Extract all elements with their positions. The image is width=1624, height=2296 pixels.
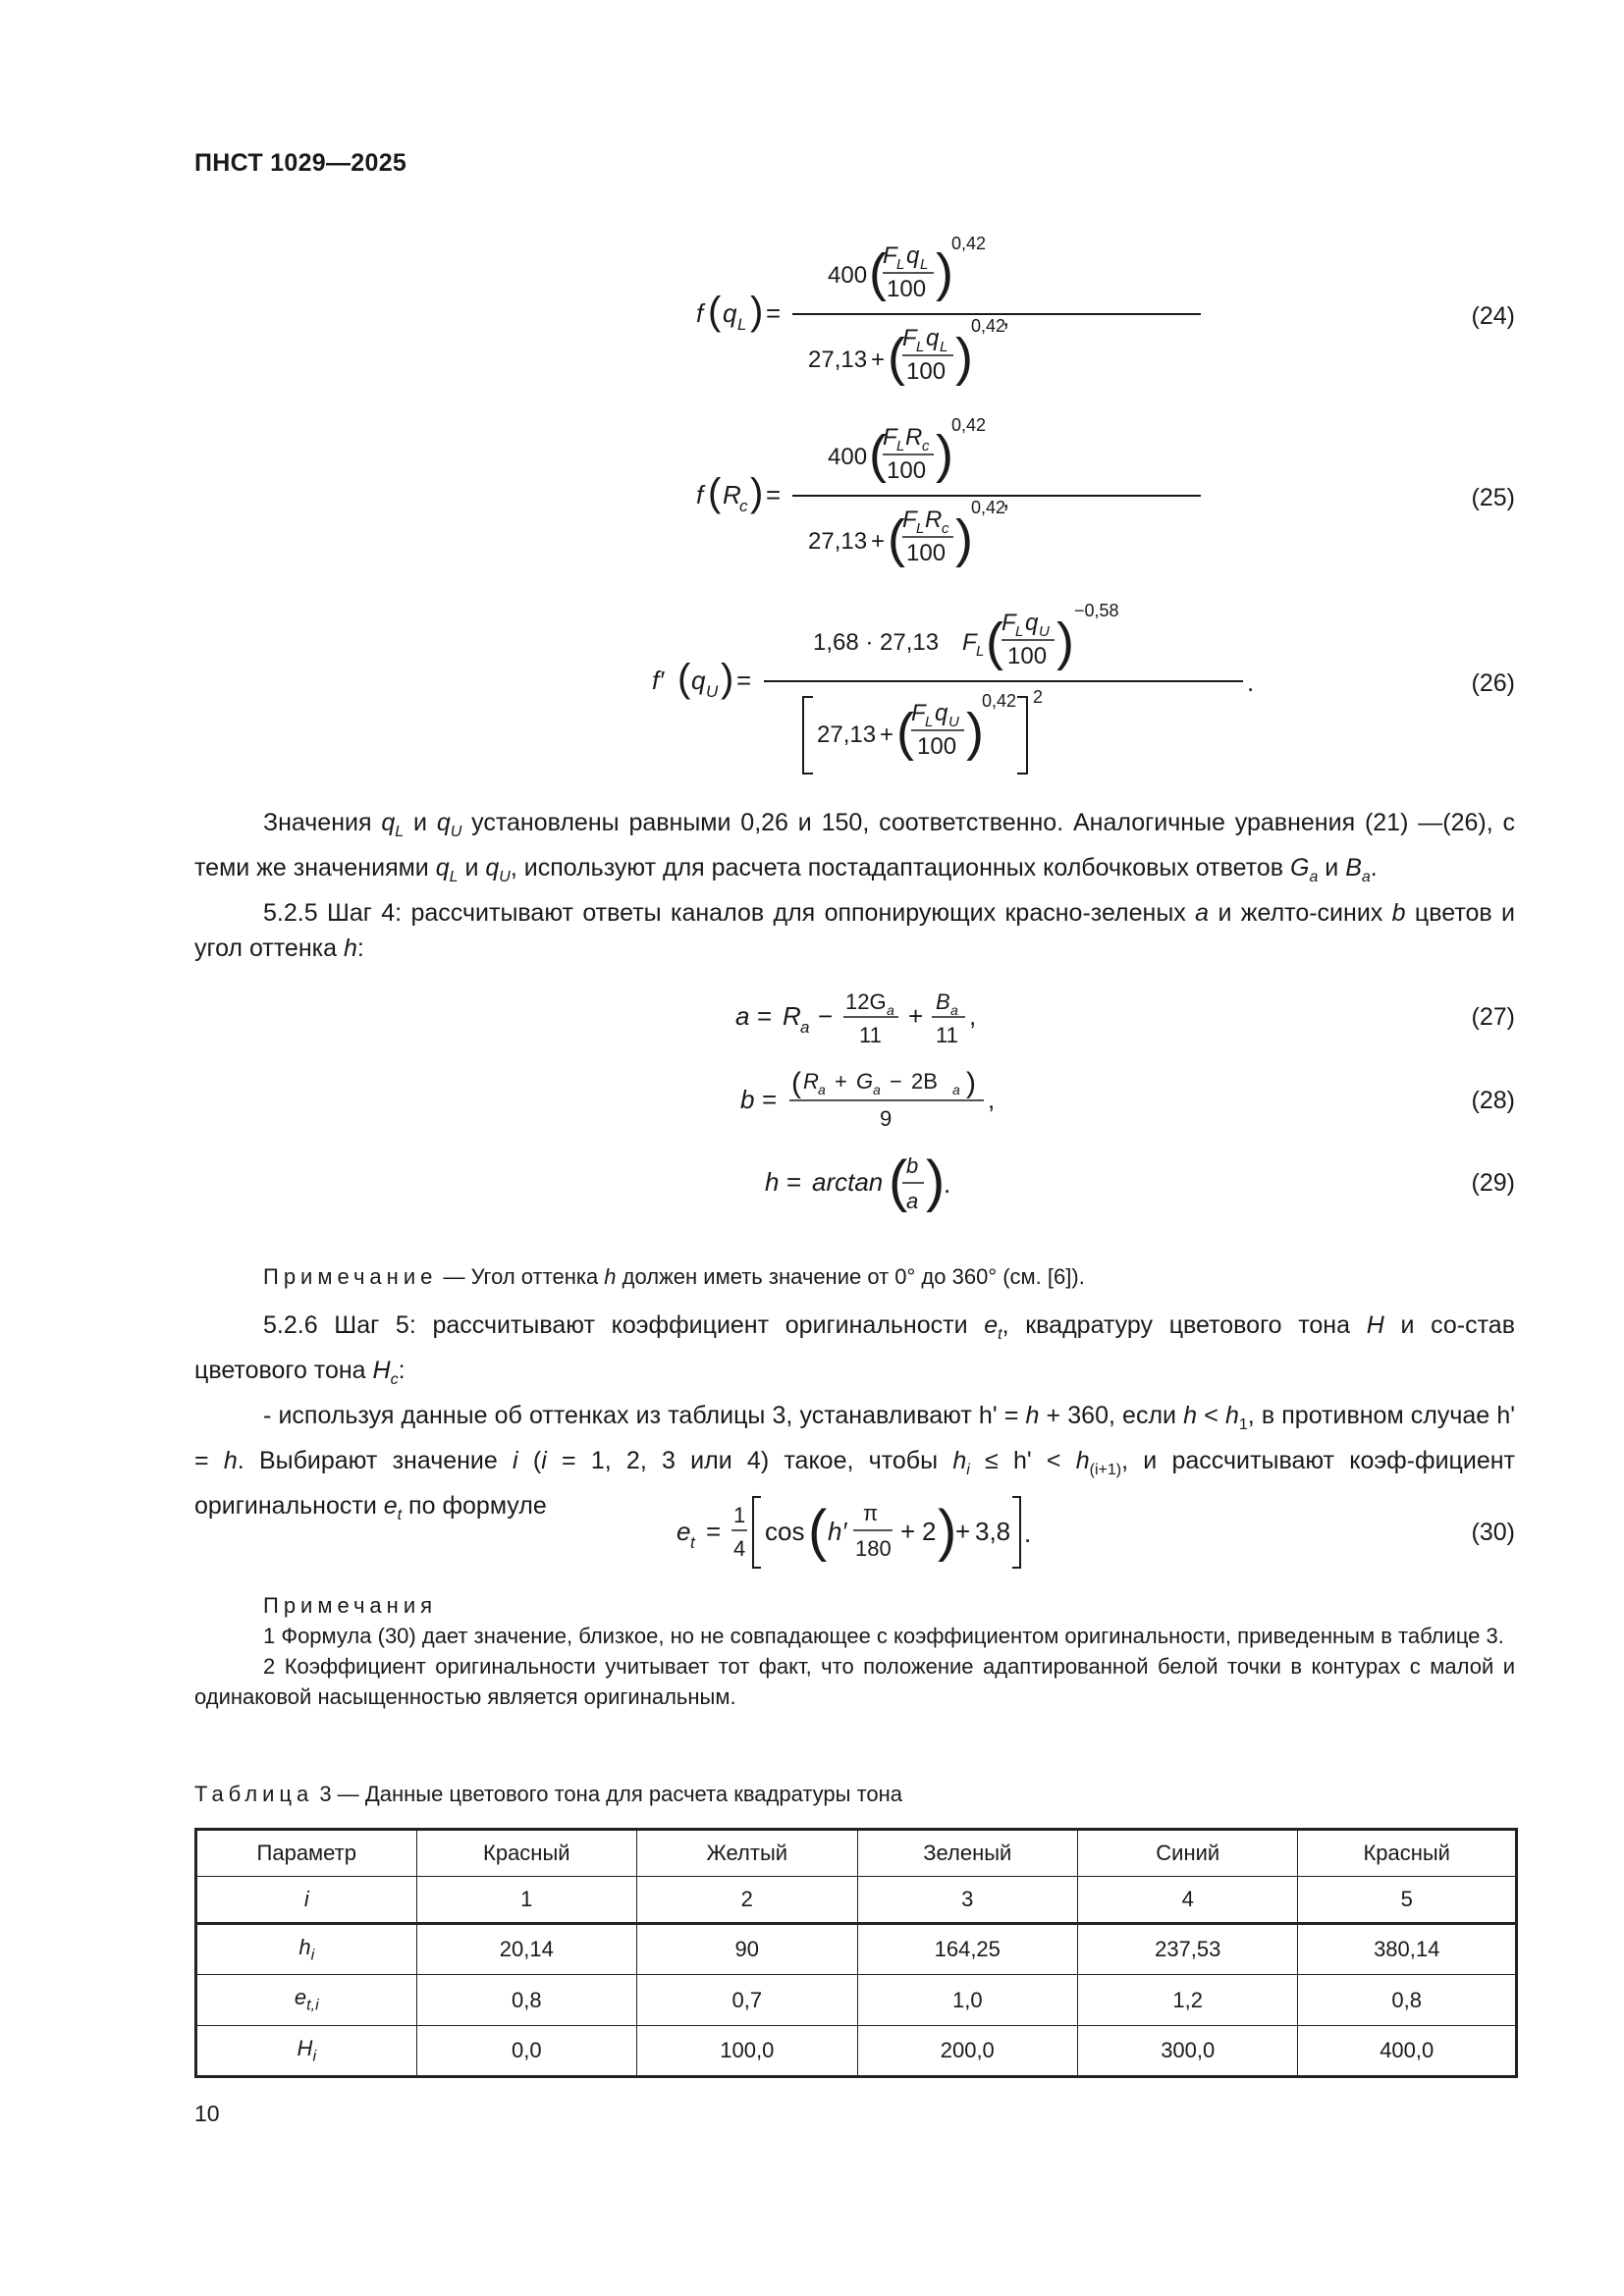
table-cell: $h_i$	[196, 1924, 417, 1975]
svg-text:U: U	[706, 682, 719, 701]
equation-28	[194, 1065, 1515, 1144]
svg-text:q: q	[1025, 610, 1039, 636]
svg-text:q: q	[906, 242, 920, 269]
svg-text:a: a	[906, 1189, 919, 1213]
svg-text:h′: h′	[828, 1517, 847, 1546]
svg-text:q: q	[723, 298, 737, 328]
svg-text:f: f	[696, 480, 704, 509]
svg-text:2: 2	[922, 1517, 937, 1546]
table-caption: Таблица 3 — Данные цветового тона для расчета квадратуры тона	[194, 1782, 903, 1806]
svg-text:100: 100	[906, 540, 947, 566]
svg-text:+: +	[955, 1517, 971, 1546]
svg-text:27,13: 27,13	[808, 347, 868, 373]
formula-24	[690, 236, 1240, 393]
table-header-cell: Желтый	[637, 1830, 857, 1877]
table-cell: 164,25	[857, 1924, 1078, 1975]
svg-text:c: c	[922, 438, 930, 454]
equation-25	[194, 417, 1515, 574]
svg-text:0,42: 0,42	[971, 498, 1006, 517]
svg-text:(: (	[708, 471, 722, 514]
svg-text:F: F	[1001, 610, 1016, 636]
svg-text:(: (	[808, 1499, 828, 1563]
equation-number: (28)	[1471, 1087, 1515, 1114]
svg-text:F: F	[902, 325, 917, 351]
svg-text:U: U	[948, 714, 959, 730]
svg-text:L: L	[737, 315, 747, 334]
hue-data-table	[194, 1828, 1518, 2078]
table-cell: $H_i$	[196, 2026, 417, 2077]
equation-number: (29)	[1471, 1169, 1515, 1197]
svg-text:c: c	[739, 497, 748, 515]
svg-text:9: 9	[880, 1106, 893, 1131]
svg-text:=: =	[757, 1001, 773, 1031]
svg-text:(: (	[888, 509, 905, 568]
svg-text:R: R	[723, 480, 741, 509]
svg-text:q: q	[691, 666, 706, 695]
table-cell: 3	[857, 1877, 1078, 1924]
svg-text:11: 11	[936, 1023, 958, 1047]
svg-text:,: ,	[1002, 302, 1010, 332]
svg-text:2: 2	[1033, 687, 1044, 707]
table-header-cell: Красный	[416, 1830, 637, 1877]
table-cell: 0,8	[416, 1975, 637, 2026]
paragraph-step5: 5.2.6 Шаг 5: рассчитывают коэффициент оригинальности $e_t$, квадратуру цветового тона H и со-став цветового тона $H_c$: - используя данные об оттенках из таблицы 3, устанавливают h' = h + 360, если $h < h_1$, в противном случае h' = h. Выбирают значение i (i = 1, 2, 3 или 4) такое, чтобы $h_i \le h' < h_{(i+1)}$, и рассчитывают коэф-фициент оригинальности $e_t$ по формуле	[194, 1311, 1516, 1523]
svg-text:π: π	[863, 1501, 879, 1525]
svg-text:,: ,	[969, 1001, 977, 1031]
table-cell: 5	[1298, 1877, 1517, 1924]
svg-text:q: q	[935, 700, 948, 726]
svg-text:R: R	[905, 424, 923, 451]
svg-text:L: L	[920, 256, 929, 273]
document-id: ПНСТ 1029—2025	[194, 149, 407, 177]
svg-text:400: 400	[828, 444, 868, 470]
svg-text:1: 1	[733, 1503, 746, 1527]
formula-29	[759, 1144, 1054, 1222]
table-row	[196, 2026, 1517, 2077]
svg-text:c: c	[942, 520, 949, 537]
svg-text:180: 180	[855, 1536, 892, 1561]
svg-text:L: L	[896, 438, 905, 454]
svg-text:−: −	[818, 1001, 834, 1031]
svg-text:R: R	[803, 1069, 819, 1094]
table-cell: 100,0	[637, 2026, 857, 2077]
table-header-cell: Параметр	[196, 1830, 417, 1877]
formula-30	[671, 1487, 1260, 1575]
svg-text:): )	[955, 328, 973, 387]
svg-text:100: 100	[887, 457, 927, 484]
svg-text:): )	[721, 657, 734, 700]
svg-text:+: +	[908, 1001, 924, 1031]
svg-text:L: L	[925, 714, 934, 730]
equation-27	[194, 982, 1515, 1050]
formula-28	[734, 1065, 1147, 1144]
equation-29	[194, 1144, 1515, 1222]
svg-text:F: F	[902, 507, 917, 533]
svg-text:.: .	[1247, 667, 1255, 697]
svg-text:R: R	[925, 507, 943, 533]
svg-text:27,13: 27,13	[808, 528, 868, 555]
table-header-row	[196, 1830, 1517, 1877]
equation-number: (30)	[1471, 1519, 1515, 1546]
svg-text:b: b	[740, 1085, 755, 1114]
equation-number: (24)	[1471, 302, 1515, 330]
svg-text:12G: 12G	[845, 989, 887, 1014]
svg-text:): )	[1056, 613, 1074, 671]
svg-text:cos: cos	[765, 1517, 805, 1546]
equation-number: (27)	[1471, 1003, 1515, 1031]
svg-text:): )	[936, 243, 953, 302]
paragraph-cone-values: Значения $q_L$ и $q_U$ установлены равными 0,26 и 150, соответственно. Аналогичные уравнения (21) —(26), с теми же значениями $q_L$ и $q_U$, используют для расчета постадаптационных колбочковых ответов $G_a$ и $B_a$. 5.2.5 Шаг 4: рассчитывают ответы каналов для оппонирующих красно-зеленых a и желто-синих b цветов и угол оттенка h:	[194, 809, 1515, 962]
svg-text:a: a	[887, 1002, 894, 1018]
table-cell: i	[196, 1877, 417, 1924]
svg-text:q: q	[926, 325, 940, 351]
svg-text:+: +	[871, 347, 886, 373]
svg-text:(: (	[869, 243, 887, 302]
svg-text:27,13: 27,13	[817, 721, 877, 748]
svg-text:F: F	[962, 629, 977, 656]
svg-text:b: b	[906, 1153, 919, 1178]
svg-text:,: ,	[988, 1085, 996, 1114]
svg-text:F: F	[883, 242, 897, 269]
svg-text:L: L	[1015, 623, 1024, 640]
svg-text:L: L	[940, 339, 948, 355]
svg-text:): )	[966, 1067, 976, 1099]
svg-text:L: L	[916, 520, 925, 537]
svg-text:(: (	[986, 613, 1003, 671]
table-cell: 4	[1078, 1877, 1298, 1924]
table-cell: 200,0	[857, 2026, 1078, 2077]
svg-text:0,42: 0,42	[971, 316, 1006, 336]
svg-text:): )	[936, 425, 953, 484]
svg-text:100: 100	[887, 276, 927, 302]
table-cell: 90	[637, 1924, 857, 1975]
svg-text:L: L	[896, 256, 905, 273]
svg-text:3,8: 3,8	[975, 1517, 1011, 1546]
table-header-cell: Синий	[1078, 1830, 1298, 1877]
svg-text:R: R	[783, 1001, 801, 1031]
svg-text:F: F	[883, 424, 897, 451]
formula-27	[730, 982, 1142, 1050]
notes-block	[194, 1590, 1515, 1712]
table-cell: 1	[416, 1877, 637, 1924]
table-cell: 0,8	[1298, 1975, 1517, 2026]
svg-text:0,42: 0,42	[951, 234, 987, 253]
svg-text:+: +	[835, 1069, 847, 1094]
svg-text:=: =	[762, 1085, 778, 1114]
equation-26	[194, 599, 1515, 785]
svg-text:+: +	[871, 528, 886, 555]
table-row	[196, 1877, 1517, 1924]
table-cell: 237,53	[1078, 1924, 1298, 1975]
table-cell: 300,0	[1078, 2026, 1298, 2077]
svg-text:): )	[966, 703, 984, 762]
svg-text:11: 11	[859, 1023, 882, 1047]
notes-label: Примечания	[263, 1593, 438, 1618]
svg-text:a: a	[818, 1082, 826, 1097]
table-row	[196, 1975, 1517, 2026]
svg-text:0,42: 0,42	[982, 691, 1017, 711]
svg-text:(: (	[791, 1067, 801, 1099]
svg-text:100: 100	[917, 733, 957, 760]
svg-text:(: (	[888, 328, 905, 387]
table-cell: $e_{t,i}$	[196, 1975, 417, 2026]
svg-text:400: 400	[828, 262, 868, 289]
svg-text:e: e	[677, 1517, 691, 1546]
equation-30	[194, 1487, 1515, 1575]
table-cell: 380,14	[1298, 1924, 1517, 1975]
table-cell: 0,7	[637, 1975, 857, 2026]
table-cell: 1,2	[1078, 1975, 1298, 2026]
svg-text:B: B	[936, 989, 950, 1014]
svg-text:=: =	[766, 298, 782, 328]
svg-text:=: =	[766, 480, 782, 509]
svg-text:): )	[955, 509, 973, 568]
svg-text:a: a	[873, 1082, 881, 1097]
svg-text:a: a	[735, 1001, 750, 1031]
svg-text:4: 4	[733, 1536, 746, 1561]
svg-text:100: 100	[906, 358, 947, 385]
svg-text:F: F	[911, 700, 926, 726]
svg-text:1,68 · 27,13: 1,68 · 27,13	[813, 629, 940, 656]
svg-text:): )	[750, 471, 764, 514]
table-row	[196, 1924, 1517, 1975]
svg-text:100: 100	[1007, 643, 1048, 669]
svg-text:L: L	[976, 643, 985, 660]
svg-text:=: =	[706, 1517, 722, 1546]
svg-text:): )	[926, 1149, 946, 1213]
svg-text:(: (	[896, 703, 914, 762]
equation-number: (25)	[1471, 484, 1515, 511]
svg-text:=: =	[736, 666, 752, 695]
svg-text:,: ,	[1002, 484, 1010, 513]
svg-text:L: L	[916, 339, 925, 355]
svg-text:(: (	[708, 290, 722, 333]
svg-text:f: f	[696, 298, 704, 328]
note-item: 1 Формула (30) дает значение, близкое, но не совпадающее с коэффициентом оригинальности, приведенным в таблице 3.	[263, 1624, 1504, 1648]
svg-text:f′: f′	[652, 666, 665, 695]
svg-text:.: .	[1024, 1519, 1032, 1548]
table-header-cell: Зеленый	[857, 1830, 1078, 1877]
formula-25	[690, 417, 1240, 574]
table-header-cell: Красный	[1298, 1830, 1517, 1877]
svg-text:a: a	[952, 1082, 960, 1097]
note-hue-angle: Примечание — Угол оттенка h должен иметь значение от 0° до 360° (см. [6]).	[263, 1264, 1085, 1289]
svg-text:U: U	[1039, 623, 1050, 640]
svg-text:−: −	[890, 1069, 902, 1094]
svg-text:(: (	[889, 1149, 908, 1213]
svg-text:arctan: arctan	[812, 1167, 884, 1197]
svg-text:0,42: 0,42	[951, 415, 987, 435]
svg-text:t: t	[690, 1533, 695, 1552]
note-item: 2 Коэффициент оригинальности учитывает тот факт, что положение адаптированной белой точки в контурах с малой и одинаковой насыщенностью является оригинальным.	[194, 1654, 1515, 1709]
svg-text:+: +	[880, 721, 894, 748]
equation-24	[194, 236, 1515, 393]
formula-26	[646, 599, 1274, 785]
table-cell: 0,0	[416, 2026, 637, 2077]
svg-text:.: .	[944, 1169, 951, 1199]
svg-text:2B: 2B	[911, 1069, 938, 1094]
svg-text:(: (	[677, 657, 691, 700]
table-cell: 2	[637, 1877, 857, 1924]
table-cell: 20,14	[416, 1924, 637, 1975]
table-cell: 400,0	[1298, 2026, 1517, 2077]
page-number: 10	[194, 2101, 220, 2126]
table-cell: 1,0	[857, 1975, 1078, 2026]
svg-text:−0,58: −0,58	[1074, 601, 1119, 620]
svg-text:+: +	[900, 1517, 916, 1546]
svg-text:h: h	[765, 1167, 780, 1197]
equation-number: (26)	[1471, 669, 1515, 697]
svg-text:G: G	[856, 1069, 874, 1094]
svg-text:=: =	[786, 1167, 802, 1197]
svg-text:a: a	[950, 1002, 958, 1018]
svg-text:): )	[938, 1499, 957, 1563]
svg-text:): )	[750, 290, 764, 333]
svg-text:a: a	[800, 1018, 810, 1037]
svg-text:(: (	[869, 425, 887, 484]
